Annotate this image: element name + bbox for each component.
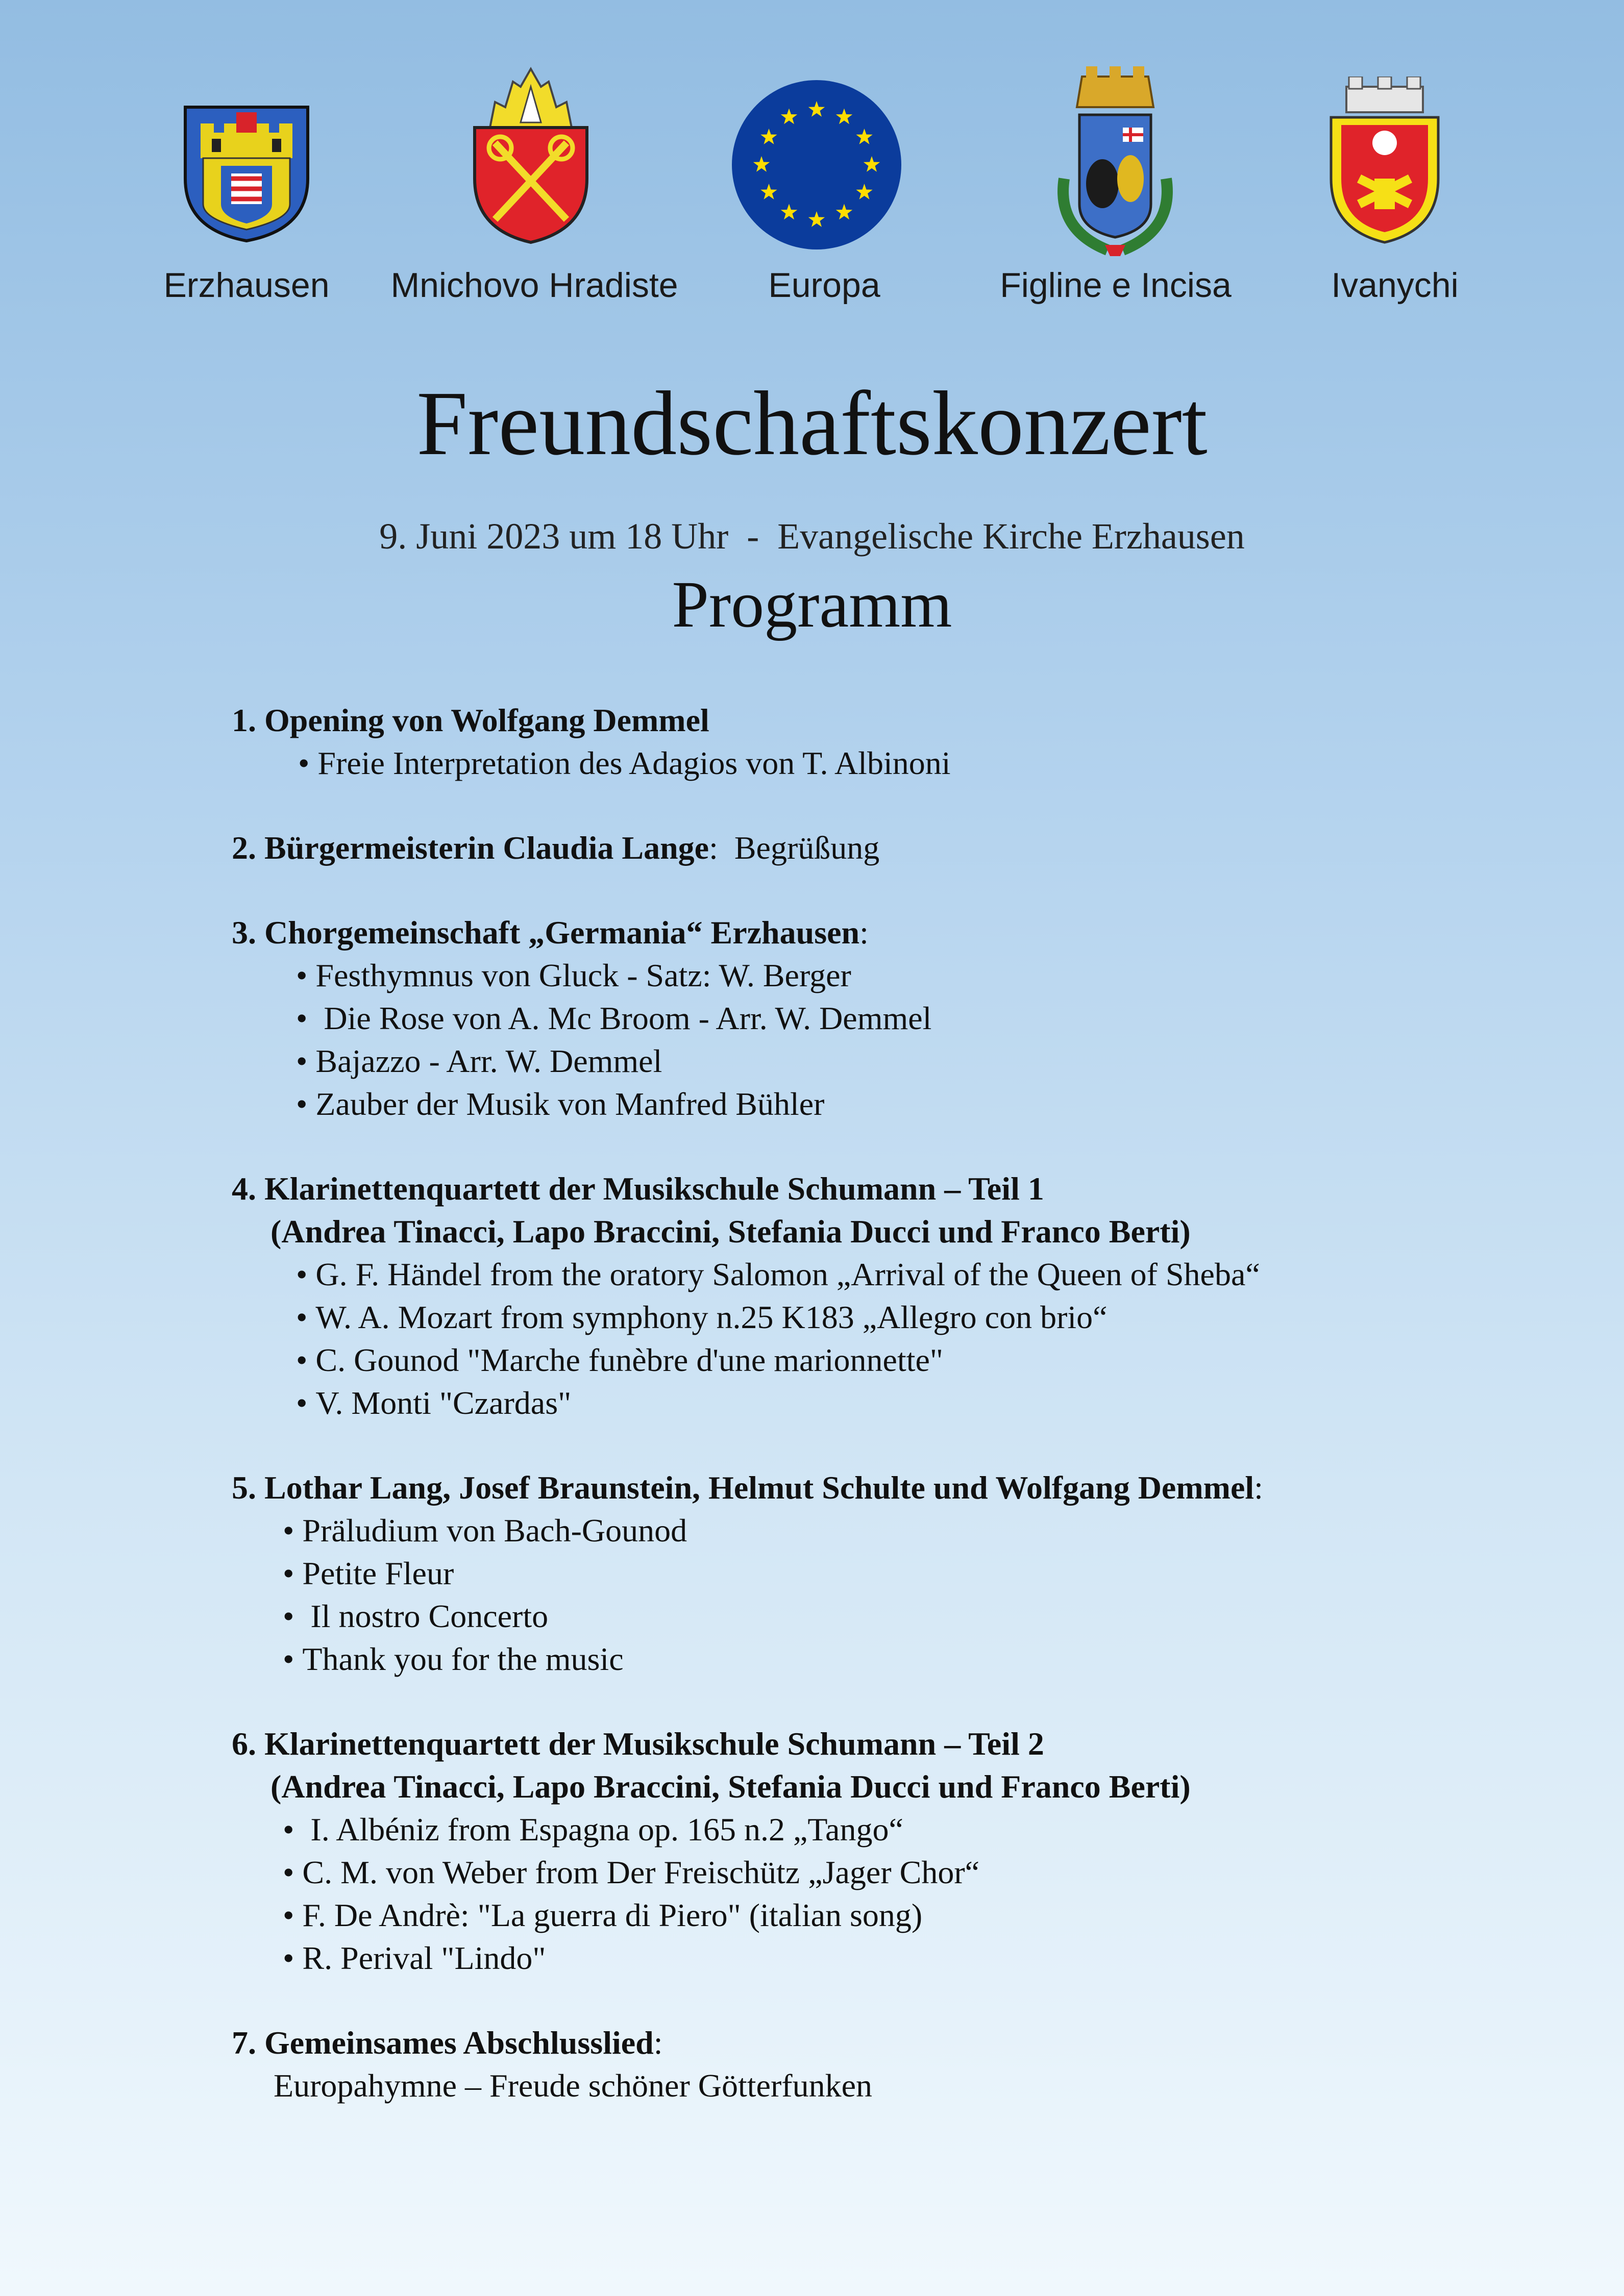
program-item-2	[232, 827, 1538, 869]
program-item-3	[232, 911, 1538, 1126]
list-item: • F. De Andrè: "La guerra di Piero" (italian song)	[232, 1894, 1538, 1937]
item-title-suffix: : Begrüßung	[709, 830, 880, 866]
program-item-1	[232, 699, 1538, 785]
event-date-location: 9. Juni 2023 um 18 Uhr - Evangelische Kirche Erzhausen	[379, 516, 1245, 557]
page-title: Freundschaftskonzert	[416, 372, 1208, 474]
list-item: • C. M. von Weber from Der Freischütz „Jager Chor“	[232, 1851, 1538, 1894]
list-item: • Freie Interpretation des Adagios von T. Albinoni	[232, 742, 1538, 785]
item-performers: (Andrea Tinacci, Lapo Braccini, Stefania Ducci und Franco Berti)	[270, 1768, 1191, 1805]
partner-label-figline-incisa: Figline e Incisa	[1000, 266, 1232, 305]
list-item: • R. Perival "Lindo"	[232, 1937, 1538, 1980]
partner-label-mnichovo-hradiste: Mnichovo Hradiste	[390, 266, 678, 305]
item-title: 4. Klarinettenquartett der Musikschule Schumann – Teil 1	[232, 1170, 1044, 1207]
list-item: • Festhymnus von Gluck - Satz: W. Berger	[232, 954, 1538, 997]
erzhausen-coat-of-arms	[180, 102, 313, 245]
program-heading: Programm	[672, 568, 952, 641]
item-title: 2. Bürgermeisterin Claudia Lange	[232, 830, 709, 866]
list-item: • Die Rose von A. Mc Broom - Arr. W. Demmel	[232, 997, 1538, 1040]
list-item: • V. Monti "Czardas"	[232, 1382, 1538, 1425]
list-item: • Thank you for the music	[232, 1638, 1538, 1681]
partner-label-erzhausen: Erzhausen	[163, 266, 330, 305]
partner-label-ivanychi: Ivanychi	[1331, 266, 1459, 305]
list-item: • Bajazzo - Arr. W. Demmel	[232, 1040, 1538, 1083]
program-item-5	[232, 1466, 1538, 1681]
item-title-suffix: :	[653, 2025, 663, 2061]
list-item: • I. Albéniz from Espagna op. 165 n.2 „Tango“	[232, 1808, 1538, 1851]
program-item-7	[232, 2022, 1538, 2107]
program-item-4	[232, 1167, 1538, 1425]
erzhausen-coat-of-arms-icon	[180, 102, 313, 245]
ivanychi-coat-of-arms-icon	[1321, 77, 1448, 245]
partner-label-europa: Europa	[768, 266, 880, 305]
item-title: 1. Opening von Wolfgang Demmel	[232, 702, 709, 738]
ivanychi-coat-of-arms	[1321, 77, 1448, 245]
list-item: • W. A. Mozart from symphony n.25 K183 „Allegro con brio“	[232, 1296, 1538, 1339]
item-performers: (Andrea Tinacci, Lapo Braccini, Stefania Ducci und Franco Berti)	[270, 1213, 1191, 1250]
mnichovo-hradiste-coat-of-arms-icon	[464, 66, 597, 245]
item-title: 5. Lothar Lang, Josef Braunstein, Helmut Schulte und Wolfgang Demmel	[232, 1469, 1254, 1506]
item-title-suffix: :	[859, 914, 869, 951]
program-item-6	[232, 1723, 1538, 1980]
item-title: 7. Gemeinsames Abschlusslied	[232, 2025, 654, 2061]
figline-incisa-coat-of-arms-icon	[1046, 66, 1184, 260]
closing-song: Europahymne – Freude schöner Götterfunken	[274, 2067, 872, 2104]
list-item: • Il nostro Concerto	[232, 1595, 1538, 1638]
item-title-suffix: :	[1254, 1469, 1263, 1506]
list-item: • C. Gounod "Marche funèbre d'une marionnette"	[232, 1339, 1538, 1382]
list-item: • Petite Fleur	[232, 1552, 1538, 1595]
europe-flag	[731, 79, 902, 251]
eu-flag-icon	[731, 79, 902, 251]
list-item: • Zauber der Musik von Manfred Bühler	[232, 1083, 1538, 1126]
program-list	[232, 699, 1538, 2149]
list-item: • G. F. Händel from the oratory Salomon „Arrival of the Queen of Sheba“	[232, 1253, 1538, 1296]
item-title: 3. Chorgemeinschaft „Germania“ Erzhausen	[232, 914, 860, 951]
figline-incisa-coat-of-arms	[1046, 66, 1184, 260]
mnichovo-hradiste-coat-of-arms	[464, 66, 597, 245]
item-title: 6. Klarinettenquartett der Musikschule Schumann – Teil 2	[232, 1726, 1044, 1762]
list-item: • Präludium von Bach-Gounod	[232, 1509, 1538, 1552]
